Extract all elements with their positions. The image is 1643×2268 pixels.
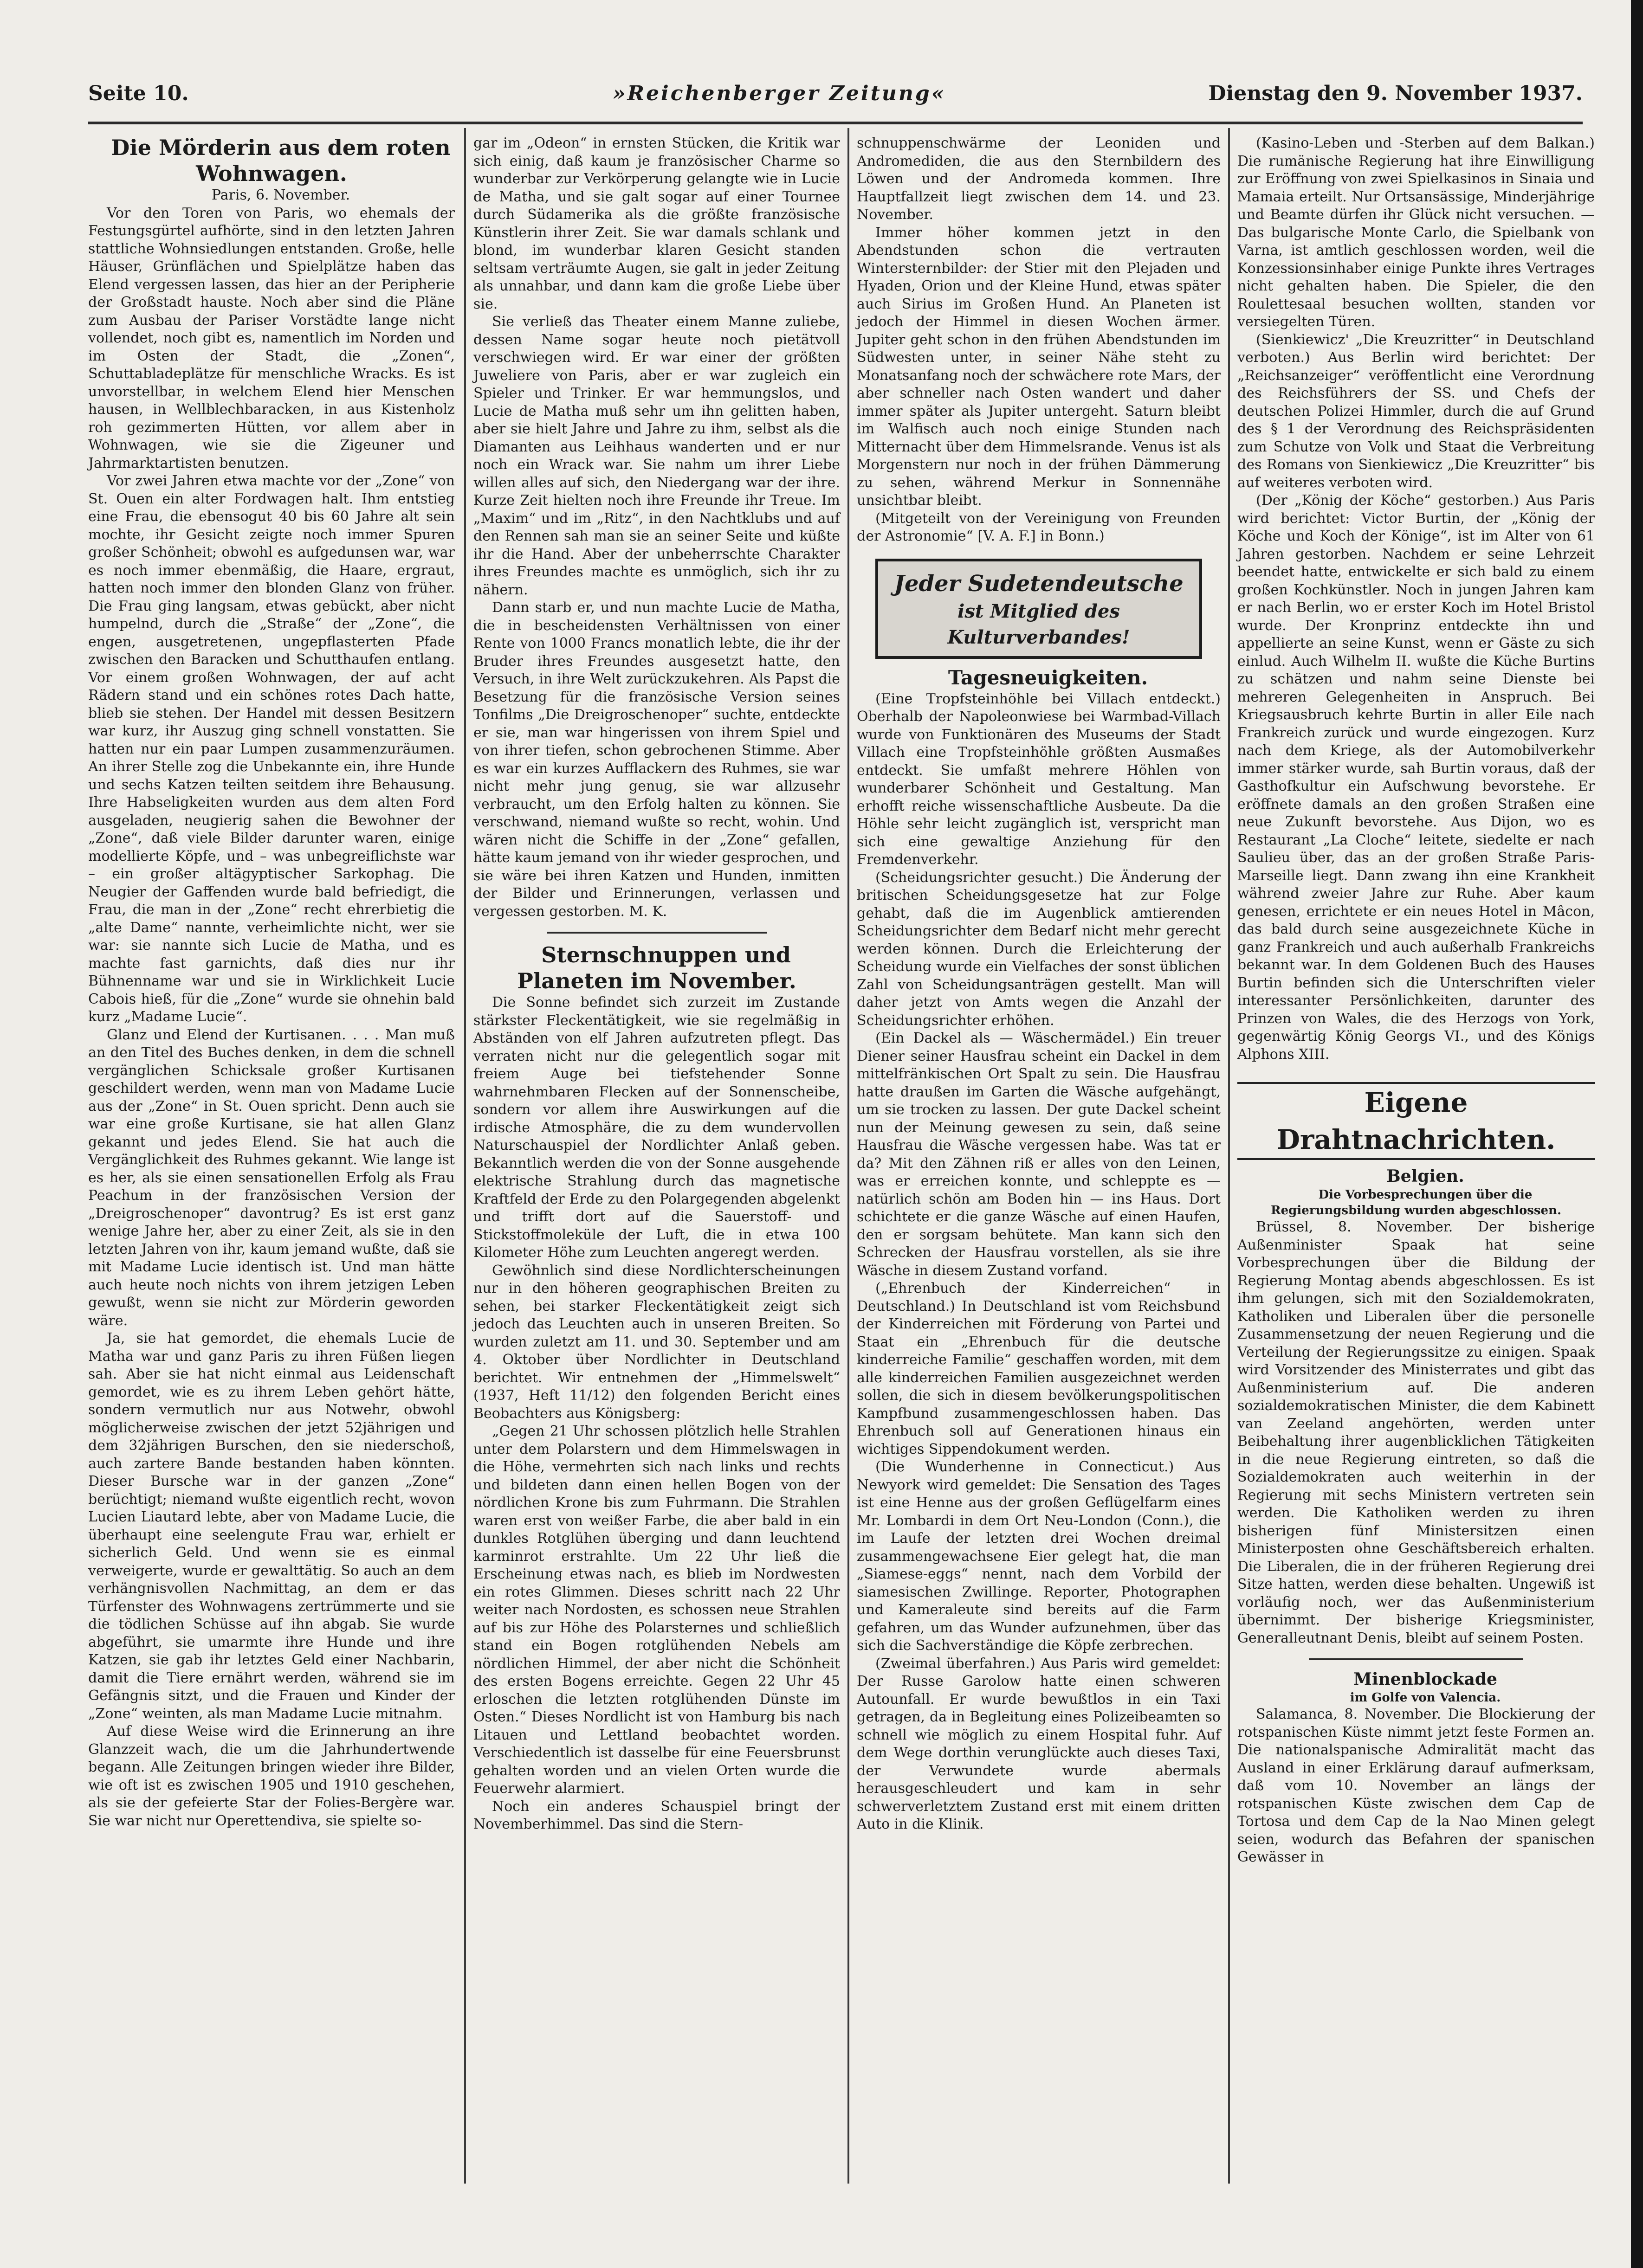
article-paragraph: Noch ein anderes Schauspiel bringt der Novemberhimmel. Das sind die Stern-	[473, 1798, 840, 1832]
article-separator	[547, 932, 767, 934]
column-rule-3	[1228, 128, 1230, 2184]
column-rule-2	[847, 128, 849, 2184]
news-item: (Eine Tropfsteinhöhle bei Villach entdeckt.) Oberhalb der Napoleonwiese bei Warmbad-Villach wurde von Funktionären des Museums der Stadt Villach eine Tropfsteinhöhle größten Ausmaßes entdeckt. Sie umfaßt mehrere Höhlen von wunderbarer Schönheit und Gestaltung. Man erhofft reiche wissenschaftliche Ausbeute. Da die Höhle sehr leicht zugänglich ist, verspricht man sich eine gewaltige Anziehung für den Fremdenverkehr.	[857, 690, 1221, 868]
article-paragraph: Brüssel, 8. November. Der bisherige Außenminister Spaak hat seine Vorbesprechungen über die Bildung der Regierung Montag abends abgeschlossen. Es ist ihm gelungen, sich mit den Sozialdemokraten, Katholiken und Liberalen über die personelle Zusammensetzung der neuen Regierung und die Verteilung der Regierungssitze zu einigen. Spaak wird Vorsitzender des Ministerrates und gibt das Außenministerium auf. Die anderen sozialdemokratischen Minister, die dem Kabinett van Zeeland angehörten, werden unter Beibehaltung ihrer augenblicklichen Tätigkeiten in die neue Regierung eintreten, so daß die Sozialdemokraten auch weiterhin in der Regierung mit sechs Ministern vertreten sein werden. Die Katholiken werden zu ihren bisherigen fünf Ministersitzen einen Ministerposten ohne Geschäftsbereich erhalten. Die Liberalen, die in der früheren Regierung drei Sitze hatten, werden diese behalten. Ungewiß ist vorläufig noch, wer das Außenministerium übernimmt. Der bisherige Kriegsminister, Generalleutnant Denis, bleibt auf seinem Posten.	[1237, 1219, 1595, 1646]
column-2	[473, 135, 840, 1834]
article-paragraph: Dann starb er, und nun machte Lucie de Matha, die in bescheidensten Verhältnissen von einer Rente von 1000 Francs monatlich lebte, die ihr der Bruder ihres Freundes ausgesetzt hatte, den Versuch, in ihre Welt zurückzukehren. Als Papst die Besetzung für die französische Version seines Tonfilms „Die Dreigroschenoper“ suchte, entdeckte er sie, man war hingerissen von ihrem Spiel und von ihrer tiefen, schon gebrochenen Stimme. Aber es war ein kurzes Aufflackern des Ruhmes, sie war nicht mehr jung genug, sie war allzusehr verbraucht, um den Erfolg halten zu können. Sie verschwand, niemand wußte so recht, wohin. Und wären nicht die Schiffe in der „Zone“ gefallen, hätte kaum jemand von ihr wieder gesprochen, und sie wäre bei ihren Katzen und Hunden, inmitten der Bilder und Erinnerungen, verlassen und vergessen gestorben. M. K.	[473, 599, 840, 920]
article-paragraph: Vor den Toren von Paris, wo ehemals der Festungsgürtel aufhörte, sind in den letzten Jahren stattliche Wohnsiedlungen entstanden. Große, helle Häuser, Grünflächen und Spielplätze haben das Elend vergessen lassen, das hier an der Peripherie der Großstadt hauste. Noch aber sind die Pläne zum Ausbau der Pariser Vorstädte lange nicht vollendet, noch gibt es, namentlich im Norden und im Osten der Stadt, die „Zonen“, Schuttabladeplätze für menschliche Wracks. Es ist unvorstellbar, in welchem Elend hier Menschen hausen, in Wellblechbaracken, in aus Kistenholz roh gezimmerten Hütten, vor allem aber in Wohnwagen, wie sie die Zigeuner und Jahrmarktartisten benutzen.	[88, 205, 455, 471]
article-paragraph: Sie verließ das Theater einem Manne zuliebe, dessen Name sogar heute noch pietätvoll verschwiegen wird. Er war einer der größten Juweliere von Paris, aber er war zugleich ein Spieler und Trinker. Er war hemmungslos, und Lucie de Matha muß sehr um ihn gelitten haben, aber sie hielt Jahre und Jahre zu ihm, selbst als die Diamanten aus Leihhaus wanderten und er nur noch ein Wrack war. Sie nahm um ihrer Liebe willen alles auf sich, den Niedergang war der ihre. Kurze Zeit hielten noch ihre Freunde ihr Treue. Im „Maxim“ und im „Ritz“, in den Nachtklubs und auf den Rennen sah man sie an seiner Seite und küßte ihr die Hand. Aber der unbeherrschte Charakter ihres Freundes machte es unmöglich, sich ihr zu nähern.	[473, 314, 840, 598]
article-headline: Die Mörderin aus dem roten Wohnwagen.	[111, 135, 451, 186]
article-paragraph: Vor zwei Jahren etwa machte vor der „Zone“ von St. Ouen ein alter Fordwagen halt. Ihm entstieg eine Frau, die ebensogut 40 bis 60 Jahre alt sein mochte, ihr Gesicht zeigte noch immer Spuren großer Schönheit; obwohl es aufgedunsen war, war es noch immer ebenmäßig, die Haare, ergraut, hatten noch immer den blonden Glanz von früher. Die Frau ging langsam, etwas gebückt, aber nicht humpelnd, durch die „Straße“ der „Zone“, die engen, ausgetretenen, ungepflasterten Pfade zwischen den Baracken und Schutthaufen entlang. Vor einem großen Wohnwagen, der auf acht Rädern stand und ein schönes rotes Dach hatte, blieb sie stehen. Der Handel mit dessen Besitzern war kurz, ihr Auszug ging schnell vonstatten. Sie hatten nur ein paar Lumpen zusammenzuräumen. An ihrer Stelle zog die Unbekannte ein, ihre Hunde und sechs Katzen teilten seitdem ihre Behausung. Ihre Habseligkeiten wurden aus dem alten Ford ausgeladen, neugierig sahen die Bewohner der „Zone“, daß viele Bilder darunter waren, einige modellierte Köpfe, und – was unbegreiflichste war – ein großer altägyptischer Sarkophag. Die Neugier der Gaffenden wurde bald befriedigt, die Frau, die man in der „Zone“ recht ehrerbietig die „alte Dame“ nannte, verheimlichte nicht, wer sie war: sie nannte sich Lucie de Matha, und es machte fast garnichts, daß dies nur ihr Bühnenname war und sie in Wirklichkeit Lucie Cabois hieß, für die „Zone“ wurde sie ohnehin bald kurz „Madame Lucie“.	[88, 473, 455, 1025]
news-item: (Die Wunderhenne in Connecticut.) Aus Newyork wird gemeldet: Die Sensation des Tages ist eine Henne aus der großen Geflügelfarm eines Mr. Lombardi in dem Ort Neu-London (Conn.), die im Laufe der letzten drei Wochen dreimal zusammengewachsene Eier gelegt hat, die man „Siamese-eggs“ nennt, nach dem Vorbild der siamesischen Zwillinge. Reporter, Photographen und Kameraleute sind bereits auf die Farm gefahren, um das Wunder aufzunehmen, über das sich die Sachverständige die Köpfe zerbrechen.	[857, 1459, 1221, 1654]
article-paragraph: gar im „Odeon“ in ernsten Stücken, die Kritik war sich einig, daß kaum je französischer Charme so wunderbar zur Verkörperung gelangte wie in Lucie de Matha, und sie galt sogar auf einer Tournee durch Südamerika als die größte französische Künstlerin ihrer Zeit. Sie war damals schlank und blond, im wunderbar klaren Gesicht standen seltsam verträumte Augen, sie galt in jeder Zeitung als unnahbar, und dann kam die große Liebe über sie.	[473, 135, 840, 312]
header-rule	[88, 122, 1583, 124]
article-paragraph: Immer höher kommen jetzt in den Abendstunden schon die vertrauten Wintersternbilder: der Stier mit den Plejaden und Hyaden, Orion und der Kleine Hund, etwas später auch Sirius im Großen Hund. An Planeten ist jedoch der Himmel in diesen Wochen ärmer. Jupiter geht schon in den frühen Abendstunden im Südwesten unter, in seiner Nähe steht zu Monatsanfang noch der schwächere rote Mars, der aber schneller nach Osten wandert und daher immer später als Jupiter untergeht. Saturn bleibt im Walfisch auch noch einige Stunden nach Mitternacht über dem Himmelsrande. Venus ist als Morgenstern nur noch in der frühen Dämmerung zu sehen, während Merkur in Sonnennähe unsichtbar bleibt.	[857, 224, 1221, 509]
news-item: (Kasino-Leben und -Sterben auf dem Balkan.) Die rumänische Regierung hat ihre Einwilligung zur Eröffnung von zwei Spielkasinos in Sinaia und Mamaia erteilt. Nur Ortsansässige, Minderjährige und Beamte dürfen ihr Glück nicht versuchen. — Das bulgarische Monte Carlo, die Spielbank von Varna, ist amtlich geschlossen worden, weil die Konzessionsinhaber einige Punkte ihres Vertrages nicht gehalten haben. Die Spieler, die den Roulettesaal besuchen wollten, standen vor versiegelten Türen.	[1237, 135, 1595, 330]
article-headline: Sternschnuppen und Planeten im November.	[517, 942, 796, 993]
column-4	[1237, 135, 1595, 1867]
page-header	[88, 82, 1583, 114]
kulturverband-banner	[875, 559, 1202, 659]
subheading: Belgien.	[1386, 1166, 1464, 1186]
article-paragraph: Glanz und Elend der Kurtisanen. . . . Man muß an den Titel des Buches denken, in dem die schnell vergänglichen Schicksale großer Kurtisanen geschildert werden, wenn man von Madame Lucie aus der „Zone“ in St. Ouen spricht. Denn auch sie war eine große Kurtisane, sie hat allen Glanz gekannt und jedes Elend. Sie hat auch die Vergänglichkeit des Ruhmes gekannt. Wie lange ist es her, als sie einen sensationellen Erfolg als Frau Peachum in der französischen Version der „Dreigroschenoper“ davontrug? Es ist erst ganz wenige Jahre her, aber zu einer Zeit, als sie in den letzten Jahren von ihr, kaum jemand wußte, daß sie mit Madame Lucie identisch ist. Und man hätte auch heute noch nichts von ihrem jetzigen Leben gewußt, wenn sie nicht zur Mörderin geworden wäre.	[88, 1026, 455, 1329]
article-paragraph: (Mitgeteilt von der Vereinigung von Freunden der Astronomie“ [V. A. F.] in Bonn.)	[857, 510, 1221, 544]
article-paragraph: schnuppenschwärme der Leoniden und Andromediden, die aus den Sternbildern des Löwen und der Andromeda kommen. Ihre Hauptfallzeit liegt zwischen dem 14. und 23. November.	[857, 135, 1221, 223]
subheading-detail: im Golfe von Valencia.	[1350, 1691, 1501, 1705]
page-edge	[1631, 0, 1643, 2268]
subheading-detail: Die Vorbesprechungen über die Regierungsbildung wurden abgeschlossen.	[1271, 1188, 1561, 1218]
news-item: (Ein Dackel als — Wäschermädel.) Ein treuer Diener seiner Hausfrau scheint ein Dackel in dem mittelfränkischen Ort Spalt zu sein. Die Hausfrau hatte draußen im Garten die Wäsche aufgehängt, um sie trocken zu lassen. Der gute Dackel scheint nun der Meinung gewesen zu sein, daß seine Hausfrau die Wäsche vergessen habe. Was tat er da? Mit den Zähnen riß er alles von den Leinen, was er erreichen konnte, und schleppte es — natürlich schön am Boden hin — ins Haus. Dort schichtete er die ganze Wäsche auf einen Haufen, den er sorgsam behütete. Man kann sich den Schrecken der Hausfrau vorstellen, als sie ihre Wäsche in diesem Zustand vorfand.	[857, 1030, 1221, 1279]
banner-line-2: ist Mitglied des Kulturverbandes!	[947, 600, 1130, 648]
masthead-title: »Reichenberger Zeitung«	[613, 82, 946, 105]
news-item: (Zweimal überfahren.) Aus Paris wird gemeldet: Der Russe Garolow hatte einen schweren Autounfall. Er wurde bewußtlos in ein Taxi getragen, da in Begleitung eines Polizeibeamten so schnell wie möglich zu einem Hospital fuhr. Auf dem Wege dorthin verunglückte auch dieses Taxi, der Verwundete wurde abermals herausgeschleudert und kam in sehr schwerverletztem Zustand erst mit einem dritten Auto in die Klinik.	[857, 1655, 1221, 1832]
news-item: („Ehrenbuch der Kinderreichen“ in Deutschland.) In Deutschland ist vom Reichsbund der Kinderreichen mit Förderung von Partei und Staat ein „Ehrenbuch für die deutsche kinderreiche Familie“ geschaffen worden, mit dem alle kinderreichen Familien ausgezeichnet werden sollen, die sich in diesem bevölkerungspolitischen Kampfbund zusammengeschlossen haben. Das Ehrenbuch soll auf Generationen hinaus ein wichtiges Sippendokument werden.	[857, 1280, 1221, 1457]
section-banner-heading: Eigene Drahtnachrichten.	[1237, 1082, 1595, 1160]
article-paragraph: „Gegen 21 Uhr schossen plötzlich helle Strahlen unter dem Polarstern und dem Himmelswagen in die Höhe, vermehrten sich nach links und rechts und bildeten dann einen hellen Bogen von der nördlichen Krone bis zum Fuhrmann. Die Strahlen waren erst von weißer Farbe, die aber bald in ein dunkles Rotglühen überging und dann leuchtend karminrot erstrahlte. Um 22 Uhr ließ die Erscheinung etwas nach, es blieb im Nordwesten ein rotes Glimmen. Dieses schritt nach 22 Uhr weiter nach Nordosten, es schossen neue Strahlen auf bis zur Höhe des Polarsternes und schließlich stand ein Bogen rotglühenden Nebels am nördlichen Himmel, der aber nicht die Schönheit des ersten Bogens erreichte. Gegen 22 Uhr 45 erloschen die letzten rotglühenden Dünste im Osten.“ Dieses Nordlicht ist von Hamburg bis nach Litauen und Lettland beobachtet worden. Verschiedentlich ist dasselbe für eine Feuersbrunst gehalten worden und an vielen Orten wurde die Feuerwehr alarmiert.	[473, 1423, 840, 1797]
news-item: (Sienkiewicz' „Die Kreuzritter“ in Deutschland verboten.) Aus Berlin wird berichtet: Der „Reichsanzeiger“ veröffentlicht eine Verordnung des Reichsführers der SS. und Chefs der deutschen Polizei Himmler, durch die auf Grund des § 1 der Verordnung des Reichspräsidenten zum Schutze von Volk und Staat die Verbreitung des Romans von Sienkiewicz „Die Kreuzritter“ bis auf weiteres verboten wird.	[1237, 331, 1595, 491]
dateline: Paris, 6. November.	[211, 187, 350, 203]
section-heading: Tagesneuigkeiten.	[948, 666, 1148, 689]
column-1	[88, 135, 455, 1830]
news-item: (Scheidungsrichter gesucht.) Die Änderung der britischen Scheidungsgesetze hat zur Folge gehabt, daß die im Augenblick amtierenden Scheidungsrichter dem Bedarf nicht mehr gerecht werden können. Durch die Erleichterung der Scheidung wurde ein Vielfaches der sonst üblichen Zahl von Scheidungsanträgen gestellt. Man will daher jetzt von Amts wegen die Anzahl der Scheidungsrichter erhöhen.	[857, 869, 1221, 1029]
subheading: Minenblockade	[1353, 1669, 1497, 1689]
article-paragraph: Die Sonne befindet sich zurzeit im Zustande stärkster Fleckentätigkeit, wie sie regelmäßig in Abständen von elf Jahren aufzutreten pflegt. Das verraten nicht nur die gelegentlich sogar mit freiem Auge bei tiefstehender Sonne wahrnehmbaren Flecken auf der Sonnenscheibe, sondern vor allem ihre Auswirkungen auf die irdische Atmosphäre, die zu dem wundervollen Naturschauspiel der Nordlichter Anlaß geben. Bekanntlich werden die von der Sonne ausgehende elektrische Strahlung durch das magnetische Kraftfeld der Erde zu den Polargegenden abgelenkt und trifft dort auf die Sauerstoff- und Stickstoffmoleküle der Luft, die in etwa 100 Kilometer Höhe zum Leuchten angeregt werden.	[473, 994, 840, 1261]
issue-date: Dienstag den 9. November 1937.	[1208, 82, 1583, 105]
article-paragraph: Gewöhnlich sind diese Nordlichterscheinungen nur in den höheren geographischen Breiten zu sehen, bei starker Fleckentätigkeit zeigt sich jedoch das Leuchten auch in unseren Breiten. So wurden zuletzt am 11. und 30. September und am 4. Oktober über Nordlichter in Deutschland berichtet. Wir entnehmen der „Himmelswelt“ (1937, Heft 11/12) den folgenden Bericht eines Beobachters aus Königsberg:	[473, 1262, 840, 1422]
article-paragraph: Salamanca, 8. November. Die Blockierung der rotspanischen Küste nimmt jetzt feste Formen an. Die nationalspanische Admiralität macht das Ausland in einer Erklärung darauf aufmerksam, daß vom 10. November an längs der rotspanischen Küste zwischen dem Cap de Tortosa und dem Cap de la Nao Minen gelegt seien, wodurch das Befahren der spanischen Gewässer in	[1237, 1706, 1595, 1865]
news-item: (Der „König der Köche“ gestorben.) Aus Paris wird berichtet: Victor Burtin, der „König der Köche und Koch der Könige“, ist im Alter von 61 Jahren gestorben. Nachdem er seine Lehrzeit beendet hatte, entwickelte er sich bald zu einem großen Kochkünstler. Noch in jungen Jahren kam er nach Berlin, wo er erster Koch im Hotel Bristol wurde. Der Kronprinz entdeckte ihn und appellierte an seine Kunst, wenn er Gäste zu sich einlud. Auch Wilhelm II. wußte die Küche Burtins zu schätzen und nahm seine Dienste bei mehreren Gelegenheiten in Anspruch. Bei Kriegsausbruch kehrte Burtin in aller Eile nach Frankreich zurück und wurde eingezogen. Kurz nach dem Kriege, als der Automobilverkehr immer stärker wurde, sah Burtin voraus, daß der Gasthofkultur ein Aufschwung bevorstehe. Er eröffnete damals an den großen Straßen eine neue Zukunft bevorstehe. Aus Dijon, wo es Restaurant „La Cloche“ leitete, siedelte er nach Saulieu über, das an der großen Straße Paris-Marseille liegt. Dann zwang ihn eine Krankheit während zweier Jahre zur Ruhe. Aber kaum genesen, errichtete er ein neues Hotel in Mâcon, das bald durch seine ausgezeichnete Küche in ganz Frankreich und auch außerhalb Frankreichs bekannt war. In dem Goldenen Buch des Hauses Burtin befinden sich die Unterschriften vieler interessanter Persönlichkeiten, darunter des Prinzen von Wales, die des Herzogs von York, gegenwärtig König Georgs VI., und des Königs Alphons XIII.	[1237, 492, 1595, 1063]
page-number: Seite 10.	[88, 82, 189, 105]
article-separator	[1309, 1658, 1523, 1660]
column-rule-1	[464, 128, 466, 2184]
column-3	[857, 135, 1221, 1834]
article-paragraph: Ja, sie hat gemordet, die ehemals Lucie de Matha war und ganz Paris zu ihren Füßen liegen sah. Aber sie hat nicht einmal aus Leidenschaft gemordet, wie es zu ihrem Leben gehört hätte, sondern vermutlich nur aus Notwehr, obwohl möglicherweise zwischen der jetzt 52jährigen und dem 32jährigen Burschen, den sie niederschoß, auch zartere Bande bestanden haben könnten. Dieser Bursche war in der ganzen „Zone“ berüchtigt; niemand wußte eigentlich recht, wovon Lucien Liautard lebte, aber von Madame Lucie, die überhaupt eine seelengute Frau war, erhielt er sicherlich Geld. Und wenn sie es einmal verweigerte, wurde er gewalttätig. So auch an dem verhängnisvollen Nachmittag, an dem er das Türfenster des Wohnwagens zertrümmerte und sie die tödlichen Schüsse auf ihn abgab. Sie wurde abgeführt, sie umarmte ihre Hunde und ihre Katzen, sie gab ihr letztes Geld einer Nachbarin, damit die Tiere ernährt werden, während sie im Gefängnis sitzt, und die Frauen und Kinder der „Zone“ weinten, als man Madame Lucie mitnahm.	[88, 1330, 455, 1722]
article-paragraph: Auf diese Weise wird die Erinnerung an ihre Glanzzeit wach, die um die Jahrhundertwende begann. Alle Zeitungen bringen wieder ihre Bilder, wie oft ist es zwischen 1905 und 1910 geschehen, als sie der gefeierte Star der Folies-Bergère war. Sie war nicht nur Operettendiva, sie spielte so-	[88, 1723, 455, 1829]
banner-line-1: Jeder Sudetendeutsche	[894, 570, 1184, 597]
